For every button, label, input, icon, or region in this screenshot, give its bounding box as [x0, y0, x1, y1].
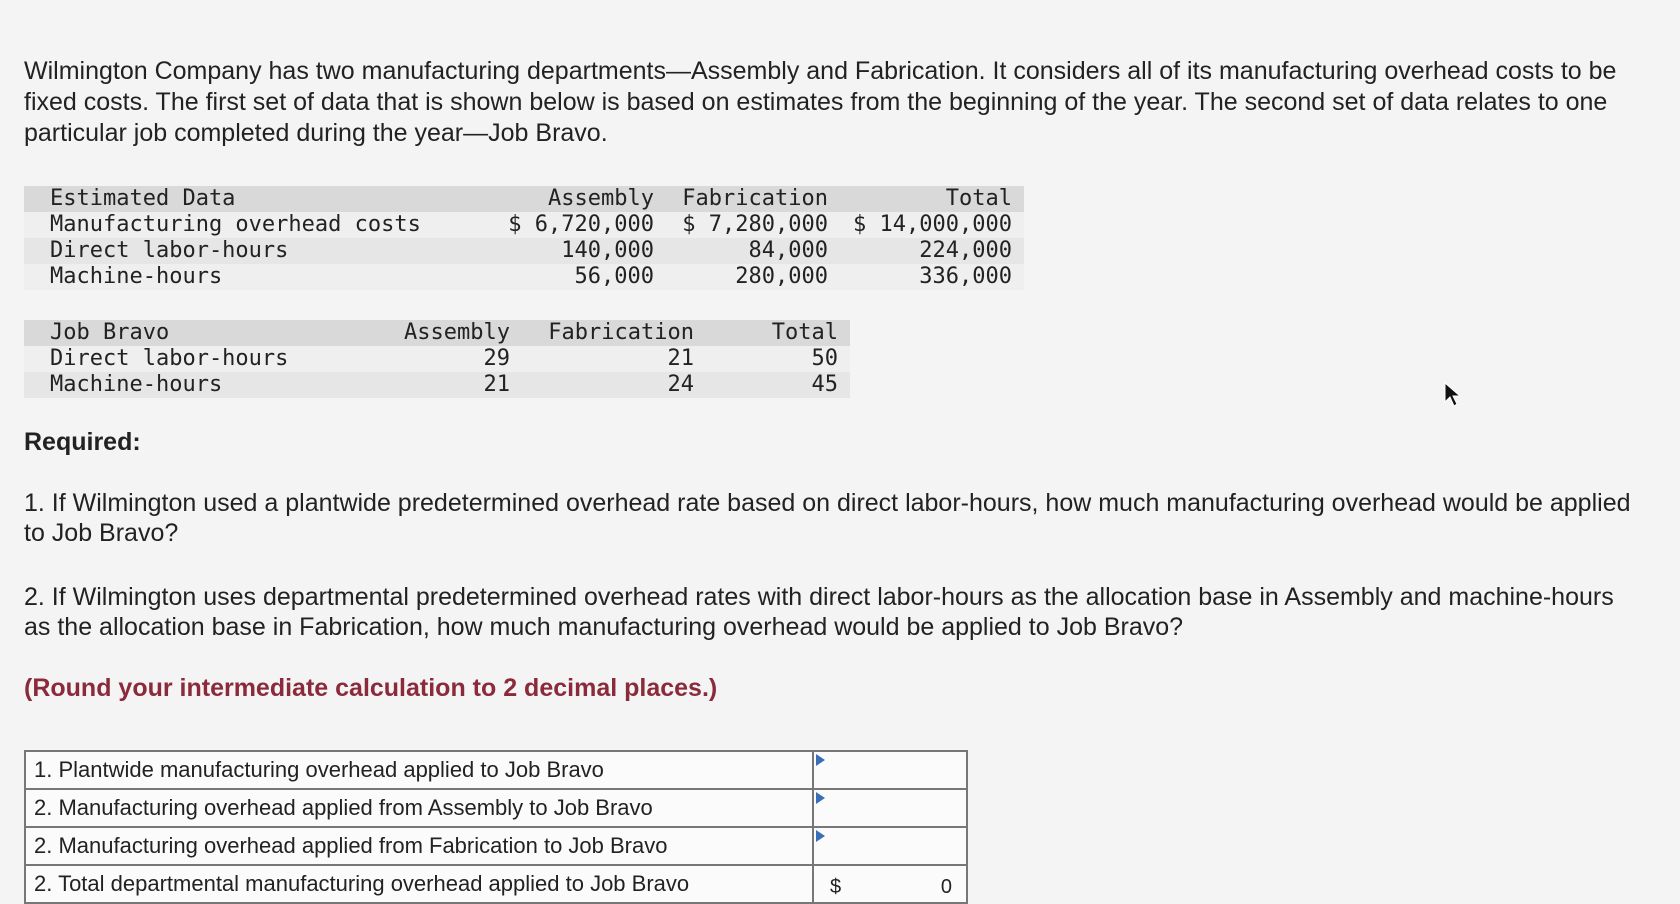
answer-label: 2. Manufacturing overhead applied from Fabrication to Job Bravo: [25, 827, 813, 865]
table-row: [24, 346, 850, 372]
question-2: 2. If Wilmington uses departmental predetermined overhead rates with direct labor-hours as the allocation base in Assembly and machine-hours as the allocation base in Fabrication, how much manufacturing overhead would be applied to Job Bravo?: [24, 583, 1614, 641]
currency-symbol: $: [830, 876, 842, 898]
job-bravo-table: [24, 320, 850, 398]
estimated-data-table: [24, 186, 1024, 290]
answer-label: 2. Manufacturing overhead applied from Assembly to Job Bravo: [25, 789, 813, 827]
answer-value: 0: [940, 876, 952, 898]
total-overhead-output: [813, 865, 967, 903]
cell-value: 21: [522, 346, 706, 372]
input-flag-icon: [816, 754, 825, 766]
row-label: Manufacturing overhead costs: [24, 212, 492, 238]
answer-row: [25, 827, 967, 865]
answer-row: [25, 865, 967, 903]
table-row: [24, 264, 1024, 290]
row-label: Direct labor-hours: [24, 346, 392, 372]
required-heading: Required:: [24, 428, 141, 456]
header-fabrication: Fabrication: [522, 320, 706, 346]
input-flag-icon: [816, 830, 825, 842]
cell-value: 140,000: [492, 238, 666, 264]
table-header-row: [24, 186, 1024, 212]
mouse-cursor-icon: [1444, 382, 1462, 413]
row-label: Machine-hours: [24, 264, 492, 290]
answer-label: 1. Plantwide manufacturing overhead applied to Job Bravo: [25, 751, 813, 789]
table-row: [24, 372, 850, 398]
header-assembly: Assembly: [492, 186, 666, 212]
cell-value: 280,000: [666, 264, 840, 290]
table-header-row: [24, 320, 850, 346]
cell-value: 24: [522, 372, 706, 398]
cell-value: $ 6,720,000: [492, 212, 666, 238]
problem-intro: Wilmington Company has two manufacturing departments—Assembly and Fabrication. It considers all of its manufacturing overhead costs to be fixed costs. The first set of data that is shown below is based on estimates from the beginning of the year. The second set of data relates to one particular job completed during the year—Job Bravo.: [24, 57, 1617, 147]
fabrication-overhead-input[interactable]: [813, 827, 967, 865]
row-label: Machine-hours: [24, 372, 392, 398]
cell-value: $ 7,280,000: [666, 212, 840, 238]
answer-row: [25, 751, 967, 789]
cell-value: 336,000: [840, 264, 1024, 290]
cell-value: $ 14,000,000: [840, 212, 1024, 238]
table-row: [24, 238, 1024, 264]
row-label: Direct labor-hours: [24, 238, 492, 264]
header-total: Total: [706, 320, 850, 346]
header-estimated-data: Estimated Data: [24, 186, 492, 212]
answer-table: [24, 750, 968, 904]
cell-value: 224,000: [840, 238, 1024, 264]
question-1: 1. If Wilmington used a plantwide predetermined overhead rate based on direct labor-hours, how much manufacturing overhead would be applied to Job Bravo?: [24, 489, 1631, 547]
cell-value: 56,000: [492, 264, 666, 290]
assembly-overhead-input[interactable]: [813, 789, 967, 827]
input-flag-icon: [816, 792, 825, 804]
header-fabrication: Fabrication: [666, 186, 840, 212]
table-row: [24, 212, 1024, 238]
cell-value: 50: [706, 346, 850, 372]
header-total: Total: [840, 186, 1024, 212]
plantwide-overhead-input[interactable]: [813, 751, 967, 789]
header-job-bravo: Job Bravo: [24, 320, 392, 346]
cell-value: 29: [392, 346, 522, 372]
cell-value: 45: [706, 372, 850, 398]
header-assembly: Assembly: [392, 320, 522, 346]
rounding-note: (Round your intermediate calculation to 2 decimal places.): [24, 674, 718, 702]
cell-value: 84,000: [666, 238, 840, 264]
cell-value: 21: [392, 372, 522, 398]
answer-label: 2. Total departmental manufacturing overhead applied to Job Bravo: [25, 865, 813, 903]
answer-row: [25, 789, 967, 827]
